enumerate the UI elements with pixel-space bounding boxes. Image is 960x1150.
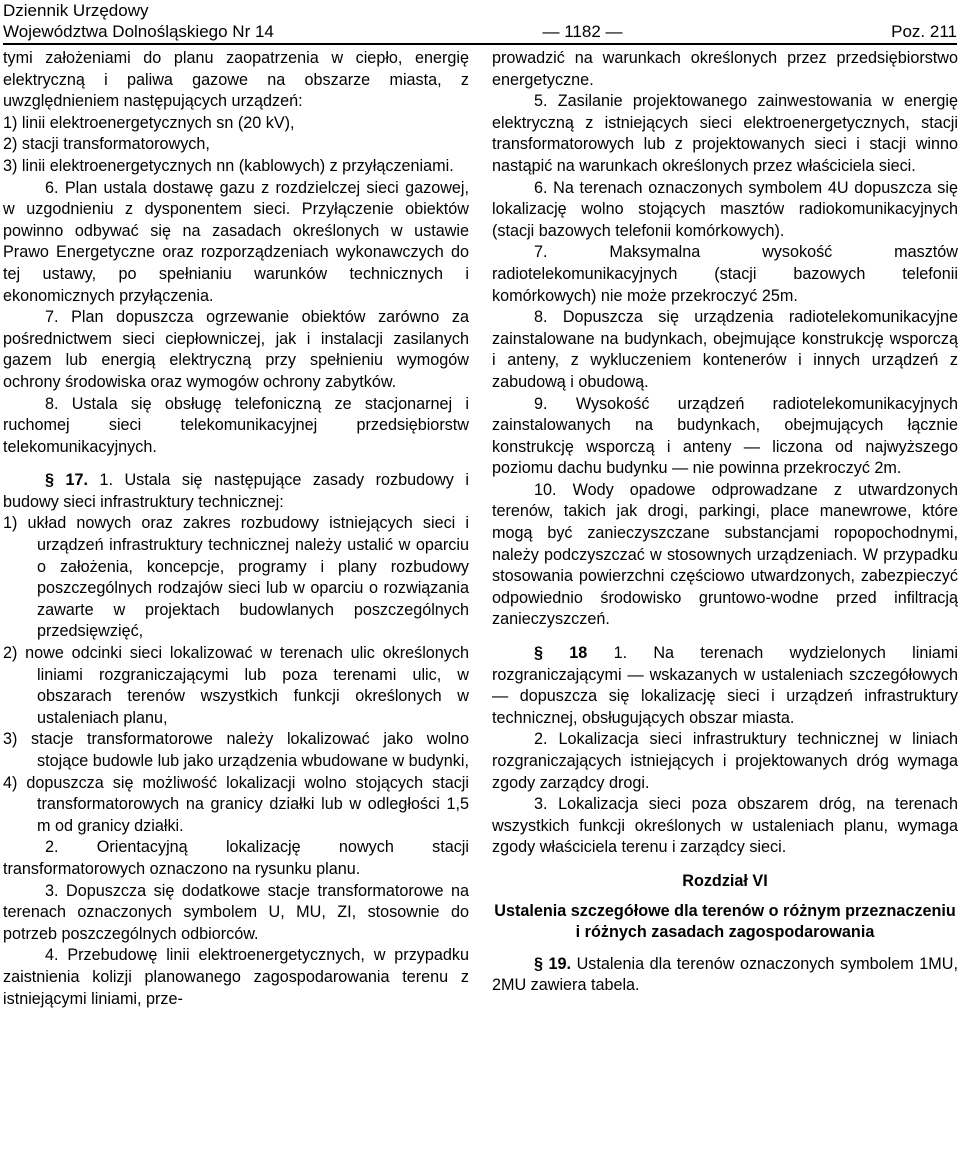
list-item: 4) dopuszcza się możliwość lokalizacji wolno stojących stacji transformatorowych na granicy działki lub w odległości 1,5 m od granicy działki. [3,773,469,835]
paragraph: 10. Wody opadowe odprowadzane z utwardzonych terenów, takich jak drogi, parkingi, place manewrowe, które mogą być zanieczyszczane substancjami ropopochodnymi, należy podczyszczać w stosownych urządzeniach. W przypadku stosowania powierzchni częściowo utwardzonych, zabezpieczyć odpowiednio środowisko gruntowo-wodne przed infiltracją zanieczyszczeń. [492,480,958,629]
paragraph-symbol: § 17. [45,471,88,490]
paragraph: 5. Zasilanie projektowanego zainwestowania w energię elektryczną z istniejących sieci elektroenergetycznych, stacji transformatorowych lub z projektowanych sieci i stacji winno nastąpić na warunkach określonych przez właściciela sieci. [492,92,958,175]
paragraph-symbol: § 19. [534,954,572,973]
page-header [3,0,957,44]
chapter-subtitle: Ustalenia szczegółowe dla terenów o różnym przeznaczeniu i różnych zasadach zagospodarowania [494,901,956,942]
section-18: § 18 1. Na terenach wydzielonych liniami rozgraniczającymi — wskazanych w ustaleniach szczegółowych — dopuszcza się lokalizację sieci i urządzeń infrastruktury technicznej, obsługujących obszar miasta. [492,644,958,727]
paragraph: 4. Przebudowę linii elektroenergetycznych, w przypadku zaistnienia kolizji planowanego zagospodarowania terenu z istniejącymi liniami, prze- [3,946,469,1008]
paragraph: 7. Plan dopuszcza ogrzewanie obiektów zarówno za pośrednictwem sieci ciepłowniczej, jak i instalacji zasilanych gazem lub energią elektryczną przy spełnieniu wymogów ochrony środowiska oraz wymogów ochrony zabytków. [3,308,469,391]
paragraph: 2. Orientacyjną lokalizację nowych stacji transformatorowych oznaczono na rysunku planu. [3,838,469,878]
paragraph: 3. Lokalizacja sieci poza obszarem dróg, na terenach wszystkich funkcji określonych w ustaleniach planu, wymaga zgody właściciela terenu i zarządcy sieci. [492,795,958,857]
left-column [3,48,469,1010]
paragraph: 6. Na terenach oznaczonych symbolem 4U dopuszcza się lokalizację wolno stojących masztów radiokomunikacyjnych (stacji bazowych telefonii komórkowych). [492,178,958,240]
header-row [3,21,957,42]
position-number: Poz. 211 [891,22,957,41]
list-item: 3) stacje transformatorowe należy lokalizować jako wolno stojące budowle lub jako urządzenia wbudowane w budynki, [3,730,469,770]
list-item: 2) nowe odcinki sieci lokalizować w terenach ulic określonych liniami rozgraniczającymi lub poza terenami ulic, w obszarach terenów wszystkich funkcji określonych w ustaleniach planu, [3,644,469,727]
paragraph: 2. Lokalizacja sieci infrastruktury technicznej w liniach rozgraniczających istniejących i projektowanych dróg wymaga zgody zarządcy drogi. [492,730,958,792]
paragraph: 8. Dopuszcza się urządzenia radiotelekomunikacyjne zainstalowane na budynkach, obejmujące konstrukcję wsporczą i anteny, z wykluczeniem kontenerów i innych urządzeń z zabudową i obudową. [492,308,958,391]
paragraph: prowadzić na warunkach określonych przez przedsiębiorstwo energetyczne. [492,49,958,89]
paragraph: 3. Dopuszcza się dodatkowe stacje transformatorowe na terenach oznaczonych symbolem U, MU, ZI, stosownie do potrzeb poszczególnych odbiorców. [3,881,469,943]
paragraph-symbol: § 18 [534,644,588,663]
section-17: § 17. 1. Ustala się następujące zasady rozbudowy i budowy sieci infrastruktury technicznej: [3,471,469,511]
right-column [492,48,958,997]
page-number: — 1182 — [542,22,623,41]
list-item: 2) stacji transformatorowych, [3,135,210,154]
list-item: 1) linii elektroenergetycznych sn (20 kV), [3,113,295,132]
list-item: 1) układ nowych oraz zakres rozbudowy istniejących sieci i urządzeń infrastruktury technicznej należy ustalić w oparciu o założenia, koncepcje, programy i plany rozbudowy poszczególnych rodzajów sieci lub w oparciu o rozwiązania zawarte w projektach budowlanych poszczególnych przedsięwzięć, [3,514,469,641]
journal-title: Dziennik Urzędowy [3,1,149,20]
paragraph: 9. Wysokość urządzeń radiotelekomunikacyjnych zainstalowanych na budynkach, obejmujących łącznie konstrukcję wsporczą i anteny — liczona od najwyższego poziomu dachu budynku — nie powinna przekroczyć 2m. [492,394,958,478]
chapter-title: Rozdział VI [682,871,768,890]
header-rule [3,43,957,45]
paragraph: 8. Ustala się obsługę telefoniczną ze stacjonarnej i ruchomej sieci telekomunikacyjnej przedsiębiorstw telekomunikacyjnych. [3,394,469,456]
section-19: § 19. Ustalenia dla terenów oznaczonych symbolem 1MU, 2MU zawiera tabela. [492,954,958,995]
paragraph: 7. Maksymalna wysokość masztów radiotelekomunikacyjnych (stacji bazowych telefonii komórkowych) nie może przekroczyć 25m. [492,243,958,305]
list-item: 3) linii elektroenergetycznych nn (kablowych) z przyłączeniami. [3,156,454,175]
paragraph: tymi założeniami do planu zaopatrzenia w ciepło, energię elektryczną i paliwa gazowe na obszarze miasta, z uwzględnieniem następujących urządzeń: [3,49,469,111]
voivodeship-issue: Województwa Dolnośląskiego Nr 14 [3,22,274,41]
paragraph: 6. Plan ustala dostawę gazu z rozdzielczej sieci gazowej, w uzgodnieniu z dysponentem sieci. Przyłączenie obiektów powinno odbywać się na zasadach określonych w ustawie Prawo Energetyczne oraz rozporządzeniach wykonawczych do tej ustawy, po spełnianiu warunków technicznych i ekonomicznych przyłączenia. [3,178,469,305]
